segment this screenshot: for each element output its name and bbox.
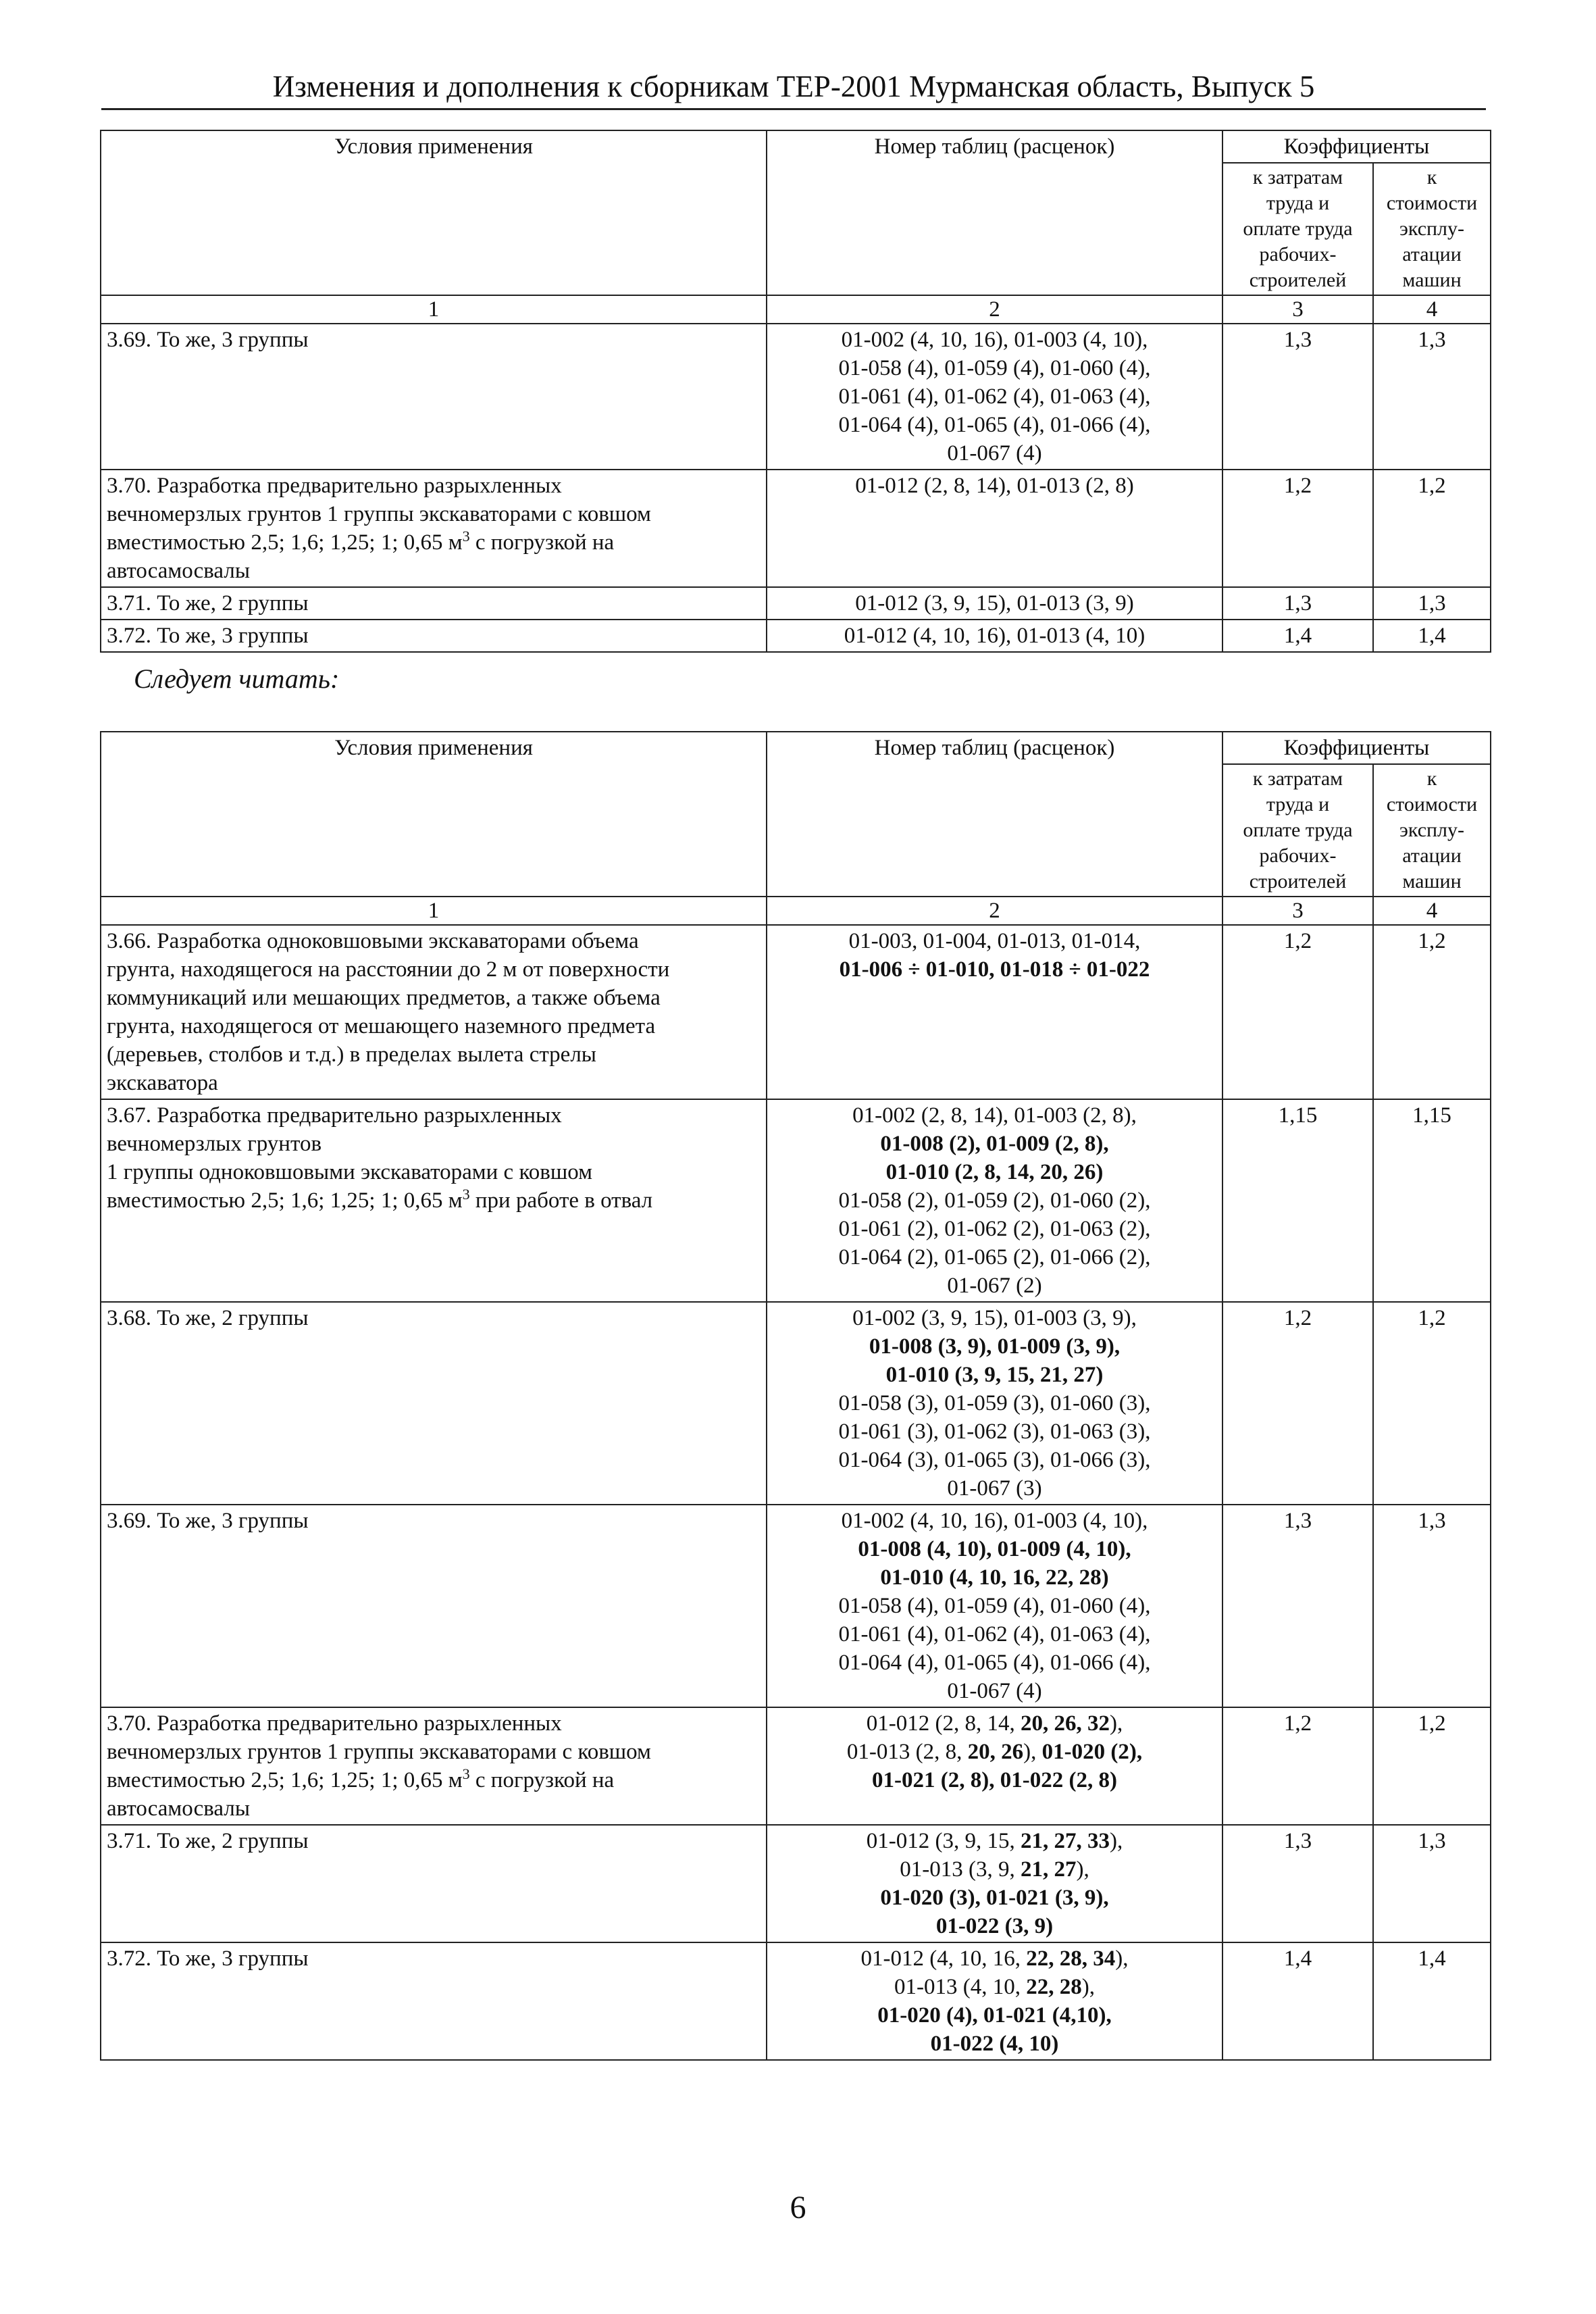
header-line: машин (1402, 870, 1462, 892)
condition-text: автосамосвалы (107, 559, 250, 583)
header-line: рабочих- (1259, 845, 1337, 867)
tables-line (773, 1186, 1216, 1215)
condition-line (107, 1738, 761, 1766)
condition-text: 3.71. То же, 2 группы (107, 591, 309, 615)
table-row (101, 1099, 1491, 1302)
labor-coefficient-cell: 1,3 (1222, 324, 1373, 470)
tables-text-bold: 20, 26 (967, 1740, 1024, 1764)
labor-coefficient-cell: 1,4 (1222, 620, 1373, 652)
table-row (101, 587, 1491, 620)
condition-text: вечномерзлых грунтов 1 группы экскаваторами с ковшом (107, 502, 651, 526)
tables-line (773, 1855, 1216, 1884)
tables-cell (767, 1942, 1222, 2060)
tables-line (773, 326, 1216, 354)
tables-text-bold: 01-020 (2), (1041, 1740, 1143, 1764)
tables-line (773, 1332, 1216, 1361)
condition-cell (101, 1505, 767, 1707)
tables-text-bold: 01-022 (4, 10) (930, 2032, 1059, 2056)
labor-coefficient-cell: 1,15 (1222, 1099, 1373, 1302)
header-line: к (1426, 166, 1437, 188)
tables-cell (767, 470, 1222, 587)
tables-line (773, 1649, 1216, 1677)
condition-text: 3.72. То же, 3 группы (107, 1946, 309, 1971)
tables-text: 01-061 (2), 01-062 (2), 01-063 (2), (838, 1217, 1151, 1241)
header-line: рабочих- (1259, 243, 1337, 266)
header-line: эксплу- (1399, 218, 1465, 240)
tables-line (773, 927, 1216, 955)
tables-text: 01-064 (4), 01-065 (4), 01-066 (4), (838, 413, 1151, 437)
tables-text-bold: 22, 28, 34 (1026, 1946, 1116, 1971)
header-line: строителей (1249, 269, 1347, 291)
condition-line (107, 955, 761, 984)
tables-line (773, 1417, 1216, 1446)
condition-text: 3.71. То же, 2 группы (107, 1829, 309, 1853)
condition-text: автосамосвалы (107, 1796, 250, 1821)
tables-text: 01-012 (3, 9, 15, (866, 1829, 1021, 1853)
machine-coefficient-cell: 1,4 (1373, 620, 1491, 652)
header-labor-coefficient (1222, 163, 1373, 295)
condition-line (107, 927, 761, 955)
tables-cell (767, 1505, 1222, 1707)
tables-text-bold: 01-020 (4), 01-021 (4,10), (877, 2003, 1112, 2028)
condition-line (107, 472, 761, 500)
tables-text-bold: 01-008 (3, 9), 01-009 (3, 9), (869, 1334, 1121, 1359)
column-number: 2 (767, 897, 1222, 925)
condition-line (107, 622, 761, 650)
tables-text: 01-002 (4, 10, 16), 01-003 (4, 10), (841, 1509, 1148, 1533)
condition-cell (101, 324, 767, 470)
condition-line (107, 1130, 761, 1158)
table-row (101, 1505, 1491, 1707)
header-line: атации (1402, 845, 1462, 867)
machine-coefficient-cell: 1,3 (1373, 324, 1491, 470)
table-row (101, 925, 1491, 1099)
tables-text: 01-012 (4, 10, 16), 01-013 (4, 10) (844, 624, 1145, 648)
condition-text: коммуникаций или мешающих предметов, а также объема (107, 986, 661, 1010)
labor-coefficient-cell: 1,2 (1222, 1707, 1373, 1825)
tables-text: 01-067 (2) (947, 1274, 1042, 1298)
tables-text: 01-067 (4) (947, 1679, 1042, 1703)
condition-text: вечномерзлых грунтов (107, 1132, 322, 1156)
condition-cell (101, 1302, 767, 1505)
tables-text: ), (1115, 1946, 1129, 1971)
header-line: к затратам (1252, 768, 1343, 790)
labor-coefficient-cell: 1,2 (1222, 925, 1373, 1099)
tables-text: 01-013 (3, 9, (900, 1857, 1021, 1882)
column-number: 4 (1373, 897, 1491, 925)
tables-line (773, 1677, 1216, 1705)
condition-cell (101, 620, 767, 652)
tables-line (773, 1884, 1216, 1912)
tables-text-bold: 01-006 ÷ 01-010, 01-018 ÷ 01-022 (839, 957, 1150, 982)
tables-cell (767, 324, 1222, 470)
tables-line (773, 1766, 1216, 1794)
tables-line (773, 1446, 1216, 1474)
tables-line (773, 1944, 1216, 1973)
condition-text: экскаватора (107, 1071, 218, 1095)
header-coefficients: Коэффициенты (1222, 130, 1491, 163)
header-line: к затратам (1252, 166, 1343, 188)
tables-cell (767, 925, 1222, 1099)
tables-line (773, 589, 1216, 618)
tables-text: ), (1109, 1829, 1123, 1853)
tables-line (773, 1535, 1216, 1563)
read-as-note: Следует читать: (134, 663, 340, 694)
tables-line (773, 1474, 1216, 1503)
superscript: 3 (462, 1186, 470, 1203)
old-coefficients-table (100, 130, 1491, 653)
condition-text: вместимостью 2,5; 1,6; 1,25; 1; 0,65 м (107, 1768, 463, 1792)
column-number: 3 (1222, 295, 1373, 324)
tables-line (773, 622, 1216, 650)
page-header: Изменения и дополнения к сборникам ТЕР-2001 Мурманская область, Выпуск 5 (101, 68, 1486, 110)
condition-line (107, 984, 761, 1012)
condition-line (107, 1827, 761, 1855)
tables-line (773, 472, 1216, 500)
labor-coefficient-cell: 1,4 (1222, 1942, 1373, 2060)
machine-coefficient-cell: 1,3 (1373, 1505, 1491, 1707)
labor-coefficient-cell: 1,3 (1222, 587, 1373, 620)
condition-text: при работе в отвал (469, 1188, 653, 1213)
tables-line (773, 1389, 1216, 1417)
tables-line (773, 1158, 1216, 1186)
condition-cell (101, 925, 767, 1099)
header-conditions: Условия применения (101, 732, 767, 897)
header-machine-coefficient (1373, 764, 1491, 897)
machine-coefficient-cell: 1,3 (1373, 1825, 1491, 1942)
condition-line (107, 1304, 761, 1332)
page-number: 6 (790, 2190, 806, 2225)
tables-text: 01-061 (3), 01-062 (3), 01-063 (3), (838, 1419, 1151, 1444)
condition-text: 3.69. То же, 3 группы (107, 328, 309, 352)
condition-line (107, 500, 761, 528)
condition-text: 3.70. Разработка предварительно разрыхленных (107, 1711, 562, 1736)
condition-text: (деревьев, столбов и т.д.) в пределах вылета стрелы (107, 1042, 596, 1067)
condition-line (107, 1158, 761, 1186)
new-coefficients-table (100, 731, 1491, 2061)
column-number: 1 (101, 295, 767, 324)
condition-cell (101, 1099, 767, 1302)
table-row (101, 324, 1491, 470)
labor-coefficient-cell: 1,3 (1222, 1505, 1373, 1707)
header-line: стоимости (1386, 192, 1478, 214)
tables-text-bold: 01-020 (3), 01-021 (3, 9), (880, 1886, 1109, 1910)
condition-cell (101, 1942, 767, 2060)
condition-text: с погрузкой на (469, 1768, 615, 1792)
tables-text: 01-061 (4), 01-062 (4), 01-063 (4), (838, 1622, 1151, 1646)
condition-line (107, 326, 761, 354)
superscript: 3 (462, 528, 470, 545)
condition-line (107, 1709, 761, 1738)
condition-line (107, 1040, 761, 1069)
tables-line (773, 1973, 1216, 2001)
superscript: 3 (462, 1765, 470, 1782)
table-row (101, 1825, 1491, 1942)
condition-cell (101, 1825, 767, 1942)
tables-line (773, 1507, 1216, 1535)
condition-text: 3.67. Разработка предварительно разрыхленных (107, 1103, 562, 1128)
condition-text: 3.72. То же, 3 группы (107, 624, 309, 648)
condition-text: вместимостью 2,5; 1,6; 1,25; 1; 0,65 м (107, 1188, 463, 1213)
tables-cell (767, 1302, 1222, 1505)
tables-text: 01-012 (3, 9, 15), 01-013 (3, 9) (855, 591, 1134, 615)
tables-text: 01-067 (3) (947, 1476, 1042, 1501)
tables-cell (767, 1707, 1222, 1825)
tables-line (773, 1738, 1216, 1766)
header-line: труда и (1266, 192, 1330, 214)
condition-line (107, 589, 761, 618)
condition-line (107, 1186, 761, 1215)
tables-line (773, 1304, 1216, 1332)
tables-line (773, 354, 1216, 382)
tables-text-bold: 01-010 (3, 9, 15, 21, 27) (885, 1363, 1104, 1387)
tables-line (773, 1243, 1216, 1272)
tables-text: 01-002 (2, 8, 14), 01-003 (2, 8), (852, 1103, 1137, 1128)
tables-text: 01-013 (2, 8, (846, 1740, 968, 1764)
machine-coefficient-cell: 1,15 (1373, 1099, 1491, 1302)
header-line: машин (1402, 269, 1462, 291)
tables-text: 01-064 (2), 01-065 (2), 01-066 (2), (838, 1245, 1151, 1269)
tables-line (773, 1709, 1216, 1738)
tables-text-bold: 21, 27 (1020, 1857, 1077, 1882)
header-line: стоимости (1386, 793, 1478, 815)
tables-text-bold: 01-022 (3, 9) (935, 1914, 1054, 1938)
condition-cell (101, 1707, 767, 1825)
tables-line (773, 2030, 1216, 2058)
table-row (101, 470, 1491, 587)
condition-text: 3.68. То же, 2 группы (107, 1306, 309, 1330)
condition-cell (101, 587, 767, 620)
header-conditions: Условия применения (101, 130, 767, 295)
header-line: оплате труда (1243, 819, 1353, 841)
tables-text-bold: 01-008 (2), 01-009 (2, 8), (880, 1132, 1109, 1156)
column-number: 1 (101, 897, 767, 925)
labor-coefficient-cell: 1,2 (1222, 470, 1373, 587)
tables-line (773, 1101, 1216, 1130)
header-line: к (1426, 768, 1437, 790)
machine-coefficient-cell: 1,3 (1373, 587, 1491, 620)
condition-line (107, 557, 761, 585)
condition-line (107, 1944, 761, 1973)
condition-line (107, 1794, 761, 1823)
condition-line (107, 1012, 761, 1040)
condition-text: 3.70. Разработка предварительно разрыхленных (107, 474, 562, 498)
tables-line (773, 1215, 1216, 1243)
tables-text: ), (1076, 1857, 1089, 1882)
condition-line (107, 528, 761, 557)
tables-text: ), (1109, 1711, 1123, 1736)
condition-line (107, 1507, 761, 1535)
tables-text: 01-058 (4), 01-059 (4), 01-060 (4), (838, 1594, 1151, 1618)
tables-text-bold: 01-021 (2, 8), 01-022 (2, 8) (872, 1768, 1117, 1792)
header-line: эксплу- (1399, 819, 1465, 841)
header-labor-coefficient (1222, 764, 1373, 897)
tables-cell (767, 587, 1222, 620)
labor-coefficient-cell: 1,3 (1222, 1825, 1373, 1942)
condition-line (107, 1101, 761, 1130)
table-row (101, 1707, 1491, 1825)
condition-text: 3.69. То же, 3 группы (107, 1509, 309, 1533)
tables-text: 01-003, 01-004, 01-013, 01-014, (848, 929, 1141, 953)
header-line: труда и (1266, 793, 1330, 815)
condition-text: грунта, находящегося от мешающего наземного предмета (107, 1014, 656, 1038)
tables-line (773, 382, 1216, 411)
header-line: строителей (1249, 870, 1347, 892)
machine-coefficient-cell: 1,2 (1373, 925, 1491, 1099)
condition-text: 1 группы одноковшовыми экскаваторами с ковшом (107, 1160, 593, 1184)
tables-cell (767, 620, 1222, 652)
tables-text: ), (1081, 1975, 1095, 1999)
condition-text: с погрузкой на (469, 530, 615, 555)
tables-text-bold: 20, 26, 32 (1020, 1711, 1110, 1736)
tables-text: 01-013 (4, 10, (894, 1975, 1027, 1999)
tables-line (773, 1272, 1216, 1300)
tables-line (773, 2001, 1216, 2030)
condition-text: вечномерзлых грунтов 1 группы экскаваторами с ковшом (107, 1740, 651, 1764)
tables-text-bold: 01-008 (4, 10), 01-009 (4, 10), (858, 1537, 1131, 1561)
condition-line (107, 1069, 761, 1097)
tables-text: ), (1023, 1740, 1042, 1764)
tables-line (773, 439, 1216, 468)
tables-text: 01-067 (4) (947, 441, 1042, 466)
tables-line (773, 1912, 1216, 1940)
labor-coefficient-cell: 1,2 (1222, 1302, 1373, 1505)
tables-line (773, 1592, 1216, 1620)
condition-text: грунта, находящегося на расстоянии до 2 м от поверхности (107, 957, 670, 982)
tables-text: 01-058 (2), 01-059 (2), 01-060 (2), (838, 1188, 1151, 1213)
machine-coefficient-cell: 1,2 (1373, 470, 1491, 587)
header-line: атации (1402, 243, 1462, 266)
table-row (101, 1302, 1491, 1505)
tables-line (773, 1130, 1216, 1158)
tables-text: 01-012 (2, 8, 14, (866, 1711, 1021, 1736)
header-tables: Номер таблиц (расценок) (767, 130, 1222, 295)
tables-line (773, 1620, 1216, 1649)
header-machine-coefficient (1373, 163, 1491, 295)
tables-text: 01-061 (4), 01-062 (4), 01-063 (4), (838, 384, 1151, 409)
tables-text: 01-002 (4, 10, 16), 01-003 (4, 10), (841, 328, 1148, 352)
condition-line (107, 1766, 761, 1794)
tables-line (773, 1361, 1216, 1389)
tables-line (773, 955, 1216, 984)
column-number: 2 (767, 295, 1222, 324)
tables-text: 01-002 (3, 9, 15), 01-003 (3, 9), (852, 1306, 1137, 1330)
tables-text-bold: 21, 27, 33 (1020, 1829, 1110, 1853)
tables-cell (767, 1099, 1222, 1302)
condition-text: 3.66. Разработка одноковшовыми экскаваторами объема (107, 929, 639, 953)
column-number: 3 (1222, 897, 1373, 925)
table-row (101, 1942, 1491, 2060)
machine-coefficient-cell: 1,2 (1373, 1707, 1491, 1825)
table-row (101, 620, 1491, 652)
tables-text-bold: 22, 28 (1026, 1975, 1082, 1999)
tables-text: 01-012 (4, 10, 16, (860, 1946, 1027, 1971)
header-tables: Номер таблиц (расценок) (767, 732, 1222, 897)
tables-text: 01-058 (3), 01-059 (3), 01-060 (3), (838, 1391, 1151, 1415)
tables-text: 01-012 (2, 8, 14), 01-013 (2, 8) (855, 474, 1134, 498)
header-coefficients: Коэффициенты (1222, 732, 1491, 764)
machine-coefficient-cell: 1,4 (1373, 1942, 1491, 2060)
tables-text: 01-064 (3), 01-065 (3), 01-066 (3), (838, 1448, 1151, 1472)
condition-text: вместимостью 2,5; 1,6; 1,25; 1; 0,65 м (107, 530, 463, 555)
machine-coefficient-cell: 1,2 (1373, 1302, 1491, 1505)
tables-line (773, 1827, 1216, 1855)
tables-text-bold: 01-010 (4, 10, 16, 22, 28) (880, 1565, 1109, 1590)
tables-text: 01-058 (4), 01-059 (4), 01-060 (4), (838, 356, 1151, 380)
condition-cell (101, 470, 767, 587)
tables-text: 01-064 (4), 01-065 (4), 01-066 (4), (838, 1651, 1151, 1675)
tables-text-bold: 01-010 (2, 8, 14, 20, 26) (885, 1160, 1104, 1184)
tables-line (773, 411, 1216, 439)
column-number: 4 (1373, 295, 1491, 324)
tables-line (773, 1563, 1216, 1592)
header-line: оплате труда (1243, 218, 1353, 240)
tables-cell (767, 1825, 1222, 1942)
